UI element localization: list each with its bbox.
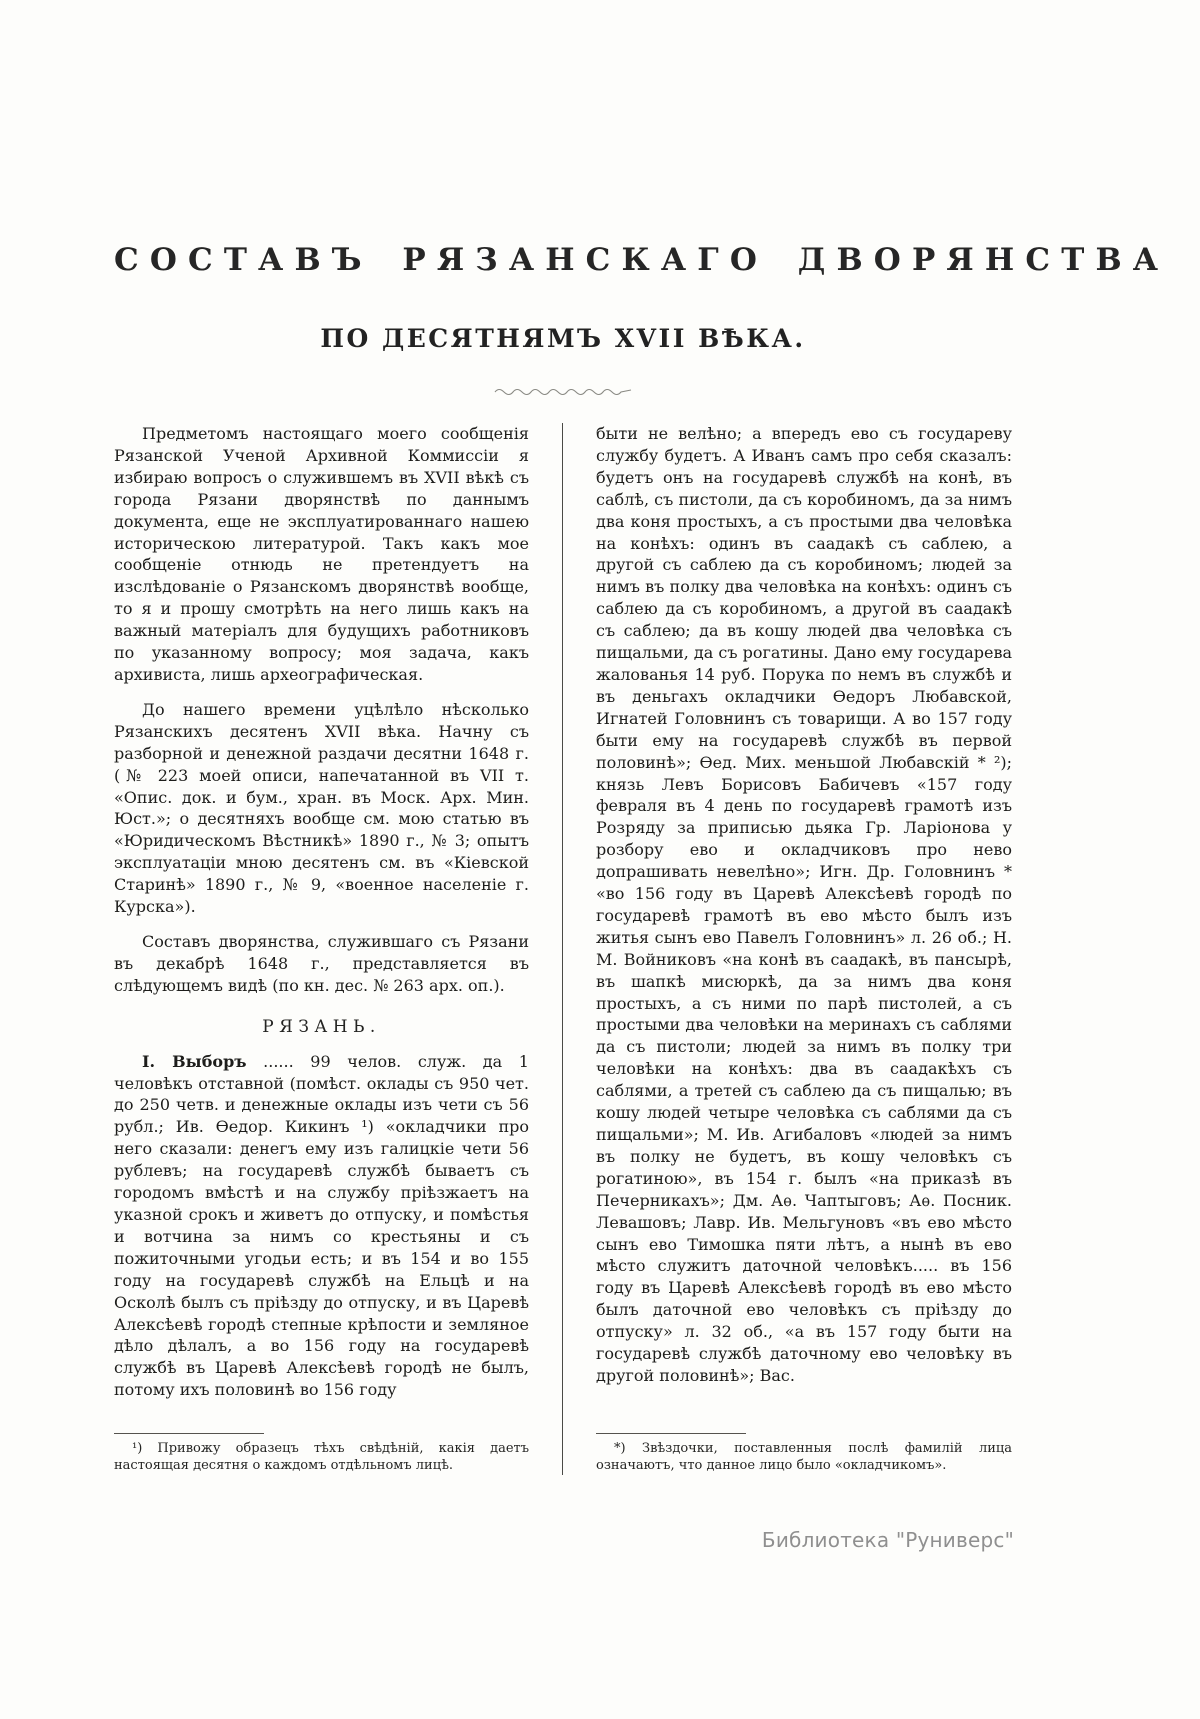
entry-paragraph [114,1051,529,1402]
composition-paragraph: Составъ дворянства, служившаго съ Рязани въ декабрѣ 1648 г., представляется въ слѣдующемъ видѣ (по кн. дес. № 263 арх. оп.). [114,931,529,995]
document-title: СОСТАВЪ РЯЗАНСКАГО ДВОРЯНСТВА [114,242,1170,278]
decorative-squiggle-icon [493,383,633,395]
footnote-right-text: *) Звѣздочки, поставленныя послѣ фамилій лица означаютъ, что данное лицо было «окладчикомъ». [596,1440,1012,1474]
entry-lead: I. Выборъ [142,1051,247,1071]
right-column [563,423,1012,1475]
sources-paragraph: До нашего времени уцѣлѣло нѣсколько Рязанскихъ десятенъ XVII вѣка. Начну съ разборной и денежной раздачи десятни 1648 г. (№ 223 моей описи, напечатанной въ VII т. «Опис. док. и бум., хран. въ Моск. Арх. Мин. Юст.»; о десятняхъ вообще см. мою статью въ «Юридическомъ Вѣстникѣ» 1890 г., № 3; опытъ эксплуатаціи мною десятенъ см. въ «Кіевской Старинѣ» 1890 г., № 9, «военное населеніе г. Курска»). [114,699,529,917]
library-watermark: Библиотека "Руниверс" [761,1528,1014,1552]
left-column [114,423,563,1475]
footnote-rule [596,1433,746,1434]
document-header [114,242,1170,395]
two-column-text-block [114,423,1012,1475]
footnote-left [114,1427,529,1475]
continuation-paragraph: быти не велѣно; а впередъ ево съ государеву службу будетъ. А Иванъ самъ про себя сказалъ: будетъ онъ на государевѣ службѣ на конѣ, въ саблѣ, съ пистоли, да съ коробиномъ, да за нимъ два коня простыхъ, а съ простыми два человѣка на конѣхъ: одинъ въ саадакѣ съ саблею, а другой съ саблею да съ коробиномъ; людей за нимъ въ полку два человѣка на конѣхъ: одинъ съ саблею да съ коробиномъ, а другой въ саадакѣ съ саблею; да въ кошу людей два человѣка съ пищальми, да съ рогатины. Дано ему государева жалованья 14 руб. Порука по немъ въ службѣ и въ деньгахъ окладчики Ѳедоръ Любавской, Игнатей Головнинъ съ товарищи. А во 157 году быти ему на государевѣ службѣ въ первой половинѣ»; Ѳед. Мих. меньшой Любавскій * ²); князь Левъ Борисовъ Бабичевъ «157 году февраля въ 4 день по государевѣ грамотѣ изъ Розряду за приписью дьяка Гр. Ларіонова у розбору ево и окладчиковъ про нево допрашивать невелѣно»; Игн. Др. Головнинъ * «во 156 году въ Царевѣ Алексѣевѣ городѣ по государевѣ грамотѣ въ ево мѣсто былъ изъ житья сынъ ево Павелъ Головнинъ» л. 26 об.; Н. М. Войниковъ «на конѣ въ саадакѣ, въ пансырѣ, въ шапкѣ мисюркѣ, да за нимъ два коня простыхъ, а съ ними по парѣ пистолей, а съ простыми два человѣки на меринахъ съ саблями да съ пистоли; людей за нимъ въ полку три человѣки на конѣхъ: два въ саадакѣхъ съ саблями, а третей съ саблею да съ пищалью; въ кошу людей четыре человѣка съ саблями да съ пищальми»; М. Ив. Агибаловъ «людей за нимъ въ полку не будетъ, въ кошу человѣкъ съ рогатиною», въ 154 г. былъ «на приказѣ въ Печерникахъ»; Дм. Аѳ. Чаптыговъ; Аѳ. Посник. Левашовъ; Лавр. Ив. Мельгуновъ «въ ево мѣсто сынъ ево Тимошка пяти лѣтъ, а нынѣ въ ево мѣсто служитъ даточной человѣкъ..... въ 156 году въ Царевѣ Алексѣевѣ городѣ въ ево мѣсто былъ даточной ево человѣкъ съ пріѣзду до отпуску» л. 32 об., «а въ 157 году быти на государевѣ службѣ даточному ево человѣку въ другой половинѣ»; Вас. [596,424,1012,1385]
intro-paragraph: Предметомъ настоящаго моего сообщенія Рязанской Ученой Архивной Коммиссіи я избираю вопросъ о служившемъ въ XVII вѣкѣ съ города Рязани дворянствѣ по даннымъ документа, еще не эксплуатированнаго нашею историческою литературой. Такъ какъ мое сообщеніе отнюдь не претендуетъ на изслѣдованіе о Рязанскомъ дворянствѣ вообще, то я и прошу смотрѣть на него лишь какъ на важный матеріалъ для будущихъ работниковъ по указанному вопросу; моя задача, какъ архивиста, лишь археографическая. [114,424,529,684]
section-heading-ryazan: РЯЗАНЬ. [262,1016,381,1037]
document-subtitle: ПО ДЕСЯТНЯМЪ XVII ВѢКА. [320,324,806,353]
entry-body: ...... 99 челов. служ. да 1 человѣкъ отставной (помѣст. оклады съ 950 чет. до 250 четв. и денежные оклады изъ чети съ 56 рубл.; Ив. Ѳедор. Кикинъ ¹) «окладчики про него сказали: денегъ ему изъ галицкіе чети 56 рублевъ; на государевѣ службѣ бываетъ съ городомъ вмѣстѣ и на службу пріѣзжаетъ на указной срокъ и живетъ до отпуску, и помѣстья и вотчина за нимъ со крестьяны и съ пожиточными угодьи есть; и въ 154 и во 155 году на государевѣ службѣ на Ельцѣ и на Осколѣ былъ съ пріѣзду до отпуску, и въ Царевѣ Алексѣевѣ городѣ степные крѣпости и земляное дѣло дѣлалъ, а во 156 году на государевѣ службѣ въ Царевѣ Алексѣевѣ городѣ не былъ, потому ихъ половинѣ во 156 году [114,1051,529,1400]
footnote-right [596,1427,1012,1475]
footnote-left-text: ¹) Привожу образецъ тѣхъ свѣдѣній, какія даетъ настоящая десятня о каждомъ отдѣльномъ лицѣ. [114,1440,529,1474]
footnote-rule [114,1433,264,1434]
